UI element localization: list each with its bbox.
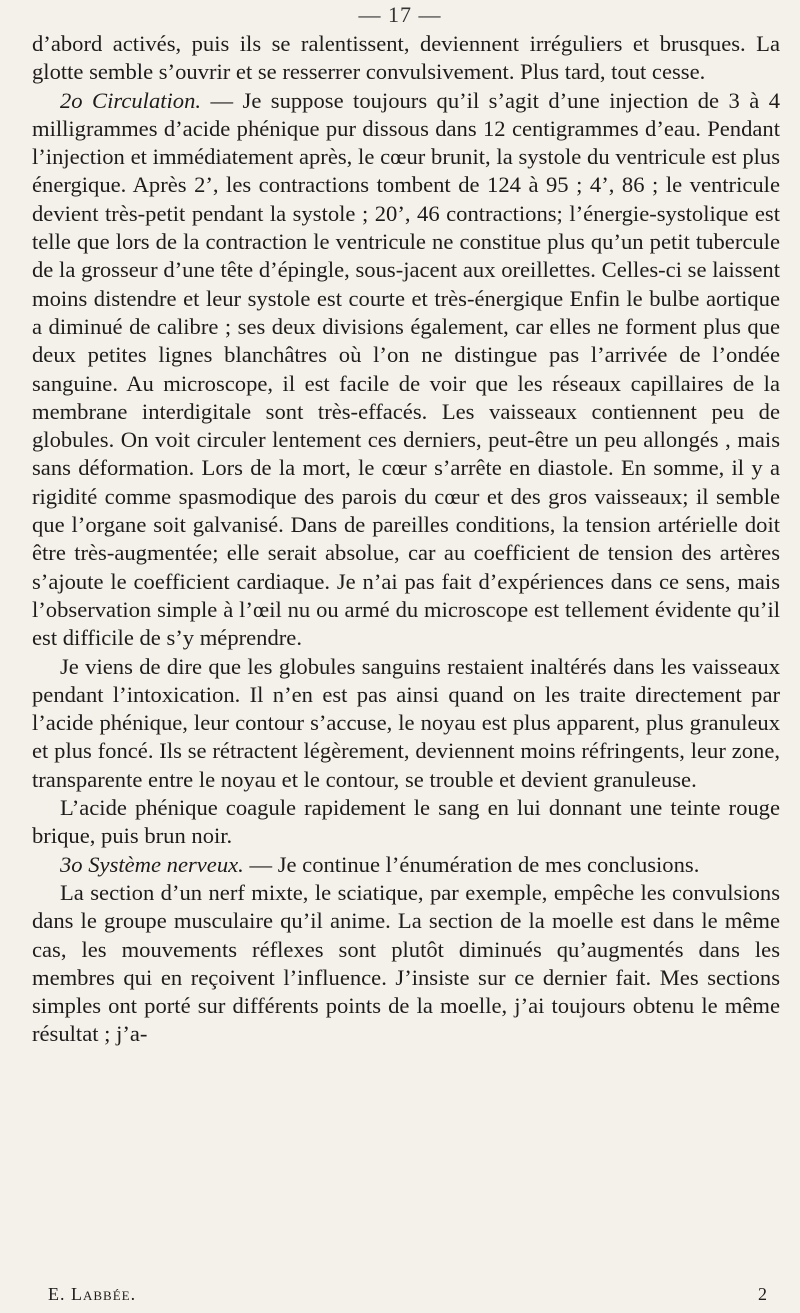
sheet-number: 2 bbox=[758, 1284, 768, 1304]
section-heading-nervous-system: 3o Système nerveux. bbox=[60, 851, 244, 877]
paragraph-circulation-text: — Je suppose toujours qu’il s’agit d’une injection de 3 à 4 milligrammes d’acide phénique pur dissous dans 12 centigrammes d’eau. Pendant l’injection et immédiatement après, le cœur brunit, la systole du ventricule est plus énergique. Après 2’, les contractions tombent de 124 à 95 ; 4’, 86 ; le ventricule devient très-petit pendant la systole ; 20’, 46 contractions; l’énergie-systolique est telle que lors de la contraction le ventricule ne constitue plus qu’un petit tubercule de la grosseur d’une tête d’épingle, sous-jacent aux oreillettes. Celles-ci se laissent moins distendre et leur systole est courte et très-énergique Enfin le bulbe aortique a diminué de calibre ; ses deux divisions également, car elles ne forment plus que deux petites lignes blanchâtres où l’on ne distingue pas l’arrivée de l’ondée sanguine. Au microscope, il est facile de voir que les réseaux capillaires de la membrane interdigitale sont très-effacés. Les vaisseaux contiennent peu de globules. On voit circuler lentement ces derniers, peut-être un peu allongés , mais sans déformation. Lors de la mort, le cœur s’arrête en diastole. En somme, il y a rigidité comme spasmodique des parois du cœur et des gros vaisseaux; il semble que l’organe soit galvanisé. Dans de pareilles conditions, la tension artérielle doit être très-augmentée; elle serait absolue, car au coefficient de tension des artères s’ajoute le coefficient cardiaque. Je n’ai pas fait d’expériences dans ce sens, mais l’observation simple à l’œil nu ou armé du microscope est tellement évidente qu’il est difficile de s’y méprendre. bbox=[32, 87, 780, 651]
paragraph-circulation bbox=[32, 87, 780, 653]
page-number: — 17 — bbox=[358, 2, 442, 27]
paragraph-continuation: d’abord activés, puis ils se ralentissent, deviennent irréguliers et brusques. La glotte semble s’ouvrir et se resserrer convulsivement. Plus tard, tout cesse. bbox=[32, 31, 780, 85]
paragraph-nervous-system bbox=[32, 851, 780, 879]
paragraph-nervous-system-text: — Je continue l’énumération de mes conclusions. bbox=[243, 851, 700, 877]
section-heading-circulation: 2o Circulation. bbox=[60, 87, 202, 113]
printer-signature: E. Labbée. bbox=[48, 1284, 137, 1304]
paragraph-globules: Je viens de dire que les globules sanguins restaient inaltérés dans les vaisseaux pendant l’intoxication. Il n’en est pas ainsi quand on les traite directement par l’acide phénique, leur contour s’accuse, le noyau est plus apparent, plus granuleux et plus foncé. Ils se rétractent légèrement, deviennent moins réfringents, leur zone, transparente entre le noyau et le contour, se trouble et devient granuleuse. bbox=[32, 653, 780, 792]
paragraph-coagulation: L’acide phénique coagule rapidement le sang en lui donnant une teinte rouge brique, puis brun noir. bbox=[32, 795, 780, 849]
paragraph-section-nerve: La section d’un nerf mixte, le sciatique, par exemple, empêche les convulsions dans le groupe musculaire qu’il anime. La section de la moelle est dans le même cas, les mouvements réflexes sont plutôt diminués qu’augmentés dans les membres qui en reçoivent l’influence. J’insiste sur ce dernier fait. Mes sections simples ont porté sur différents points de la moelle, j’ai toujours obtenu le même résultat ; j’a- bbox=[32, 879, 780, 1047]
body-text bbox=[32, 30, 780, 1049]
